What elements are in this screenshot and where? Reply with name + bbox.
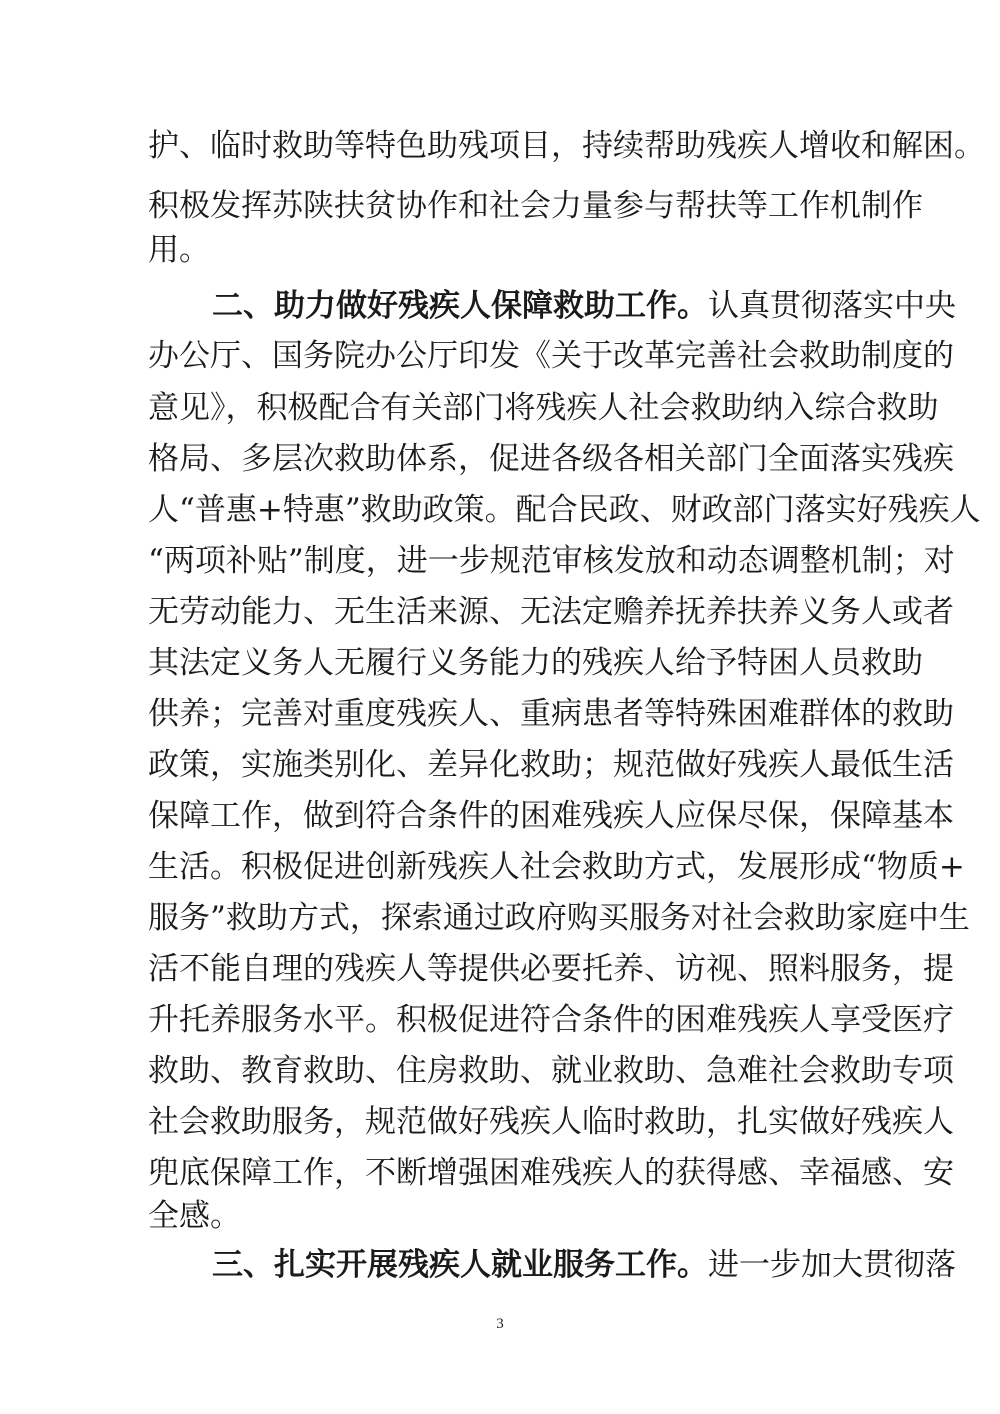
paragraph-line: 积极发挥苏陕扶贫协作和社会力量参与帮扶等工作机制作: [148, 188, 923, 224]
section-3-heading-rest: 进一步加大贯彻落: [708, 1247, 956, 1283]
paragraph-line: 其法定义务人无履行义务能力的残疾人给予特困人员救助: [148, 645, 923, 681]
paragraph-line: 意见》，积极配合有关部门将残疾人社会救助纳入综合救助: [148, 390, 939, 426]
paragraph-line: 活不能自理的残疾人等提供必要托养、访视、照料服务，提: [148, 951, 954, 987]
paragraph-line: 无劳动能力、无生活来源、无法定赡养抚养扶养义务人或者: [148, 594, 954, 630]
paragraph-line: 升托养服务水平。积极促进符合条件的困难残疾人享受医疗: [148, 1002, 954, 1038]
paragraph-line: 社会救助服务，规范做好残疾人临时救助，扎实做好残疾人: [148, 1104, 954, 1140]
paragraph-line: 兜底保障工作，不断增强困难残疾人的获得感、幸福感、安: [148, 1155, 954, 1191]
paragraph-line: 保障工作，做到符合条件的困难残疾人应保尽保，保障基本: [148, 798, 954, 834]
paragraph-line: 政策，实施类别化、差异化救助；规范做好残疾人最低生活: [148, 747, 954, 783]
paragraph-line: 全感。: [148, 1198, 241, 1234]
paragraph-line: 救助、教育救助、住房救助、就业救助、急难社会救助专项: [148, 1053, 954, 1089]
paragraph-line: 供养；完善对重度残疾人、重病患者等特殊困难群体的救助: [148, 696, 954, 732]
section-3-heading: 三、扎实开展残疾人就业服务工作。: [212, 1247, 708, 1283]
section-2-heading: 二、助力做好残疾人保障救助工作。: [212, 288, 708, 324]
page-number: 3: [496, 1316, 504, 1332]
paragraph-line: 服务”救助方式，探索通过政府购买服务对社会救助家庭中生: [148, 900, 970, 936]
paragraph-line: 格局、多层次救助体系，促进各级各相关部门全面落实残疾: [148, 441, 954, 477]
paragraph-line: 生活。积极促进创新残疾人社会救助方式，发展形成“物质+: [148, 849, 965, 885]
paragraph-line: “两项补贴”制度，进一步规范审核发放和动态调整机制；对: [148, 543, 955, 579]
section-2-first-line: [212, 286, 956, 326]
paragraph-line: 办公厅、国务院办公厅印发《关于改革完善社会救助制度的: [148, 338, 954, 374]
paragraph-line: 人“普惠+特惠”救助政策。配合民政、财政部门落实好残疾人: [148, 492, 981, 528]
section-2-heading-rest: 认真贯彻落实中央: [708, 288, 956, 324]
paragraph-line: 护、临时救助等特色助残项目，持续帮助残疾人增收和解困。: [148, 128, 985, 164]
section-3-first-line: [212, 1245, 956, 1285]
paragraph-line: 用。: [148, 232, 210, 268]
